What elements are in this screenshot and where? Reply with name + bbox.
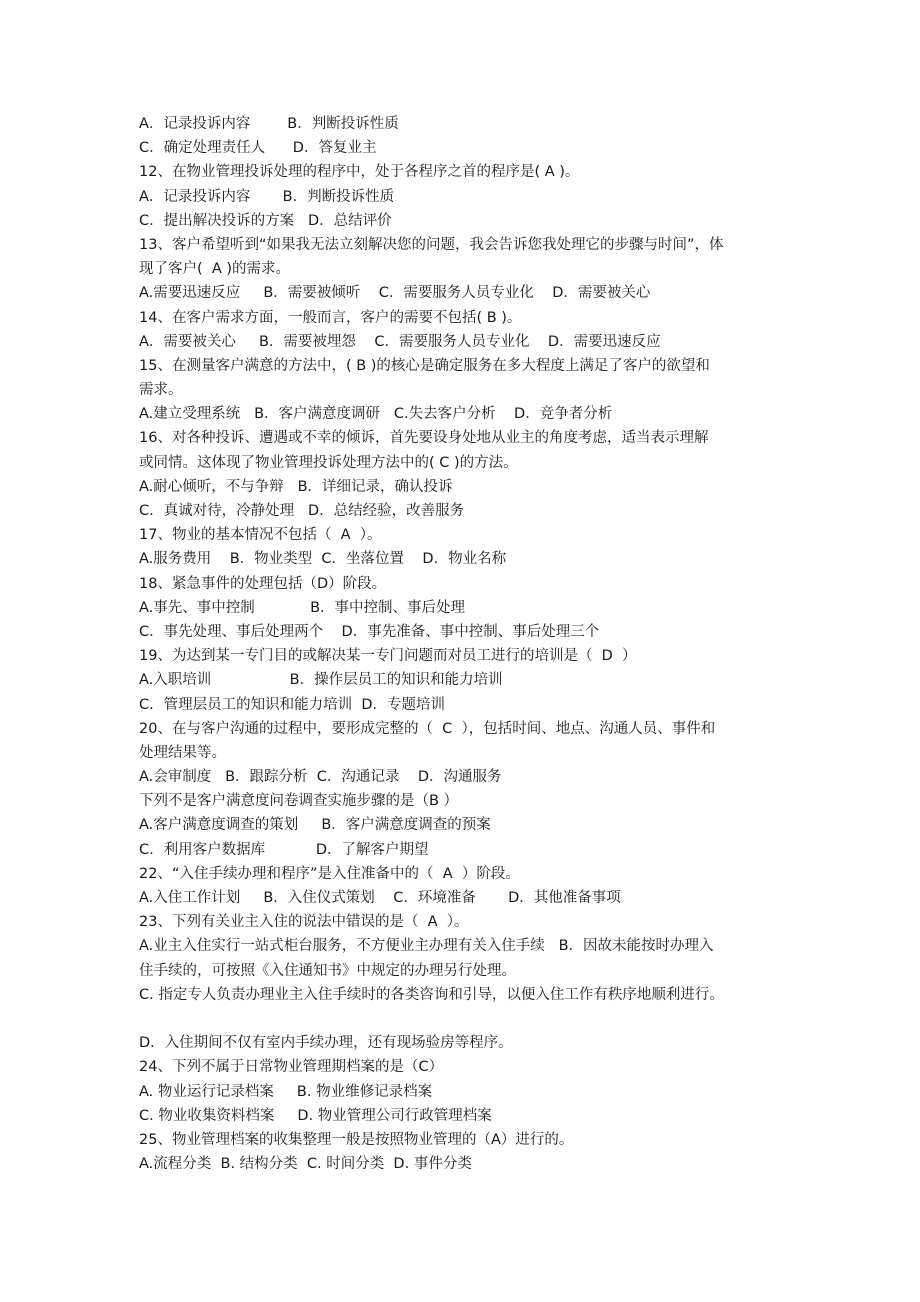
question-line: 17、物业的基本情况不包括（ A ）。 — [139, 527, 382, 544]
text-line: A.耐心倾听，不与争辩 B．详细记录，确认投诉 — [139, 478, 453, 495]
text-line: 住手续的，可按照《入住通知书》中规定的办理另行处理。 — [139, 962, 516, 979]
text-line: D．入住期间不仅有室内手续办理，还有现场验房等程序。 — [139, 1035, 513, 1052]
text-line: A．记录投诉内容 B．判断投诉性质 — [139, 188, 395, 205]
text-line: A．记录投诉内容 B．判断投诉性质 — [139, 116, 399, 132]
text-line: C．事先处理、事后处理两个 D．事先准备、事中控制、事后处理三个 — [139, 623, 600, 640]
text-line: A.客户满意度调查的策划 B．客户满意度调查的预案 — [139, 817, 491, 834]
text-line: C. 物业收集资料档案 D. 物业管理公司行政管理档案 — [139, 1107, 492, 1124]
text-line: A.业主入住实行一站式柜台服务，不方便业主办理有关入住手续 B．因故未能按时办理入 — [139, 938, 714, 955]
text-line: A.流程分类 B. 结构分类 C. 时间分类 D. 事件分类 — [139, 1156, 472, 1173]
blank-line — [139, 1007, 789, 1031]
question-line: 下列不是客户满意度问卷调查实施步骤的是（B ） — [139, 793, 459, 810]
question-line: 15、在测量客户满意的方法中，( B )的核心是确定服务在多大程度上满足了客户的欲望和 — [139, 357, 710, 374]
text-line: 现了客户( A )的需求。 — [139, 261, 291, 278]
text-line: 需求。 — [139, 382, 183, 399]
question-line: 24、下列不属于日常物业管理期档案的是（C） — [139, 1059, 444, 1076]
text-line: C．提出解决投诉的方案 D．总结评价 — [139, 212, 392, 229]
document-body — [139, 112, 789, 1176]
text-line: 处理结果等。 — [139, 744, 226, 761]
text-line: A.事先、事中控制 B．事中控制、事后处理 — [139, 599, 466, 616]
question-line: 14、在客户需求方面，一般而言，客户的需要不包括( B )。 — [139, 309, 522, 326]
text-line: C．真诚对待，冷静处理 D．总结经验，改善服务 — [139, 503, 465, 519]
question-line: 25、物业管理档案的收集整理一般是按照物业管理的（A）进行的。 — [139, 1131, 574, 1148]
question-line: 19、为达到某一专门目的或解决某一专门问题而对员工进行的培训是（ D ） — [139, 648, 637, 665]
text-line: A.服务费用 B．物业类型 C．坐落位置 D．物业名称 — [139, 551, 507, 568]
question-line: 23、下列有关业主入住的说法中错误的是（ A ）。 — [139, 914, 469, 931]
text-line: A．需要被关心 B．需要被埋怨 C．需要服务人员专业化 D．需要迅速反应 — [139, 333, 661, 350]
question-line: 16、对各种投诉、遭遇或不幸的倾诉，首先要设身处地从业主的角度考虑，适当表示理解 — [139, 430, 709, 447]
question-line: 13、客户希望听到“如果我无法立刻解决您的问题，我会告诉您我处理它的步骤与时间”，体 — [139, 236, 724, 253]
text-line: A.会审制度 B．跟踪分析 C．沟通记录 D．沟通服务 — [139, 769, 502, 786]
text-line: C．利用客户数据库 D．了解客户期望 — [139, 841, 429, 858]
text-line: 或同情。这体现了物业管理投诉处理方法中的( C )的方法。 — [139, 454, 518, 471]
question-line: 12、在物业管理投诉处理的程序中，处于各程序之首的程序是( A )。 — [139, 164, 580, 181]
question-line: 20、在与客户沟通的过程中，要形成完整的（ C ），包括时间、地点、沟通人员、事件和 — [139, 720, 716, 737]
text-line: A.需要迅速反应 B．需要被倾听 C．需要服务人员专业化 D．需要被关心 — [139, 285, 651, 302]
text-line: A. 物业运行记录档案 B. 物业维修记录档案 — [139, 1083, 433, 1100]
question-line: 22、“入住手续办理和程序”是入住准备中的（ A ）阶段。 — [139, 865, 520, 882]
text-line: A.入职培训 B．操作层员工的知识和能力培训 — [139, 672, 503, 689]
text-line: C．管理层员工的知识和能力培训 D．专题培训 — [139, 696, 446, 713]
text-line: A.入住工作计划 B．入住仪式策划 C．环境准备 D．其他准备事项 — [139, 890, 621, 906]
text-line: A.建立受理系统 B．客户满意度调研 C.失去客户分析 D．竞争者分析 — [139, 406, 613, 423]
question-line: 18、紧急事件的处理包括（D）阶段。 — [139, 575, 387, 592]
text-line: C. 指定专人负责办理业主入住手续时的各类咨询和引导，以便入住工作有秩序地顺利进行。 — [139, 986, 724, 1003]
text-line: C．确定处理责任人 D．答复业主 — [139, 140, 377, 157]
